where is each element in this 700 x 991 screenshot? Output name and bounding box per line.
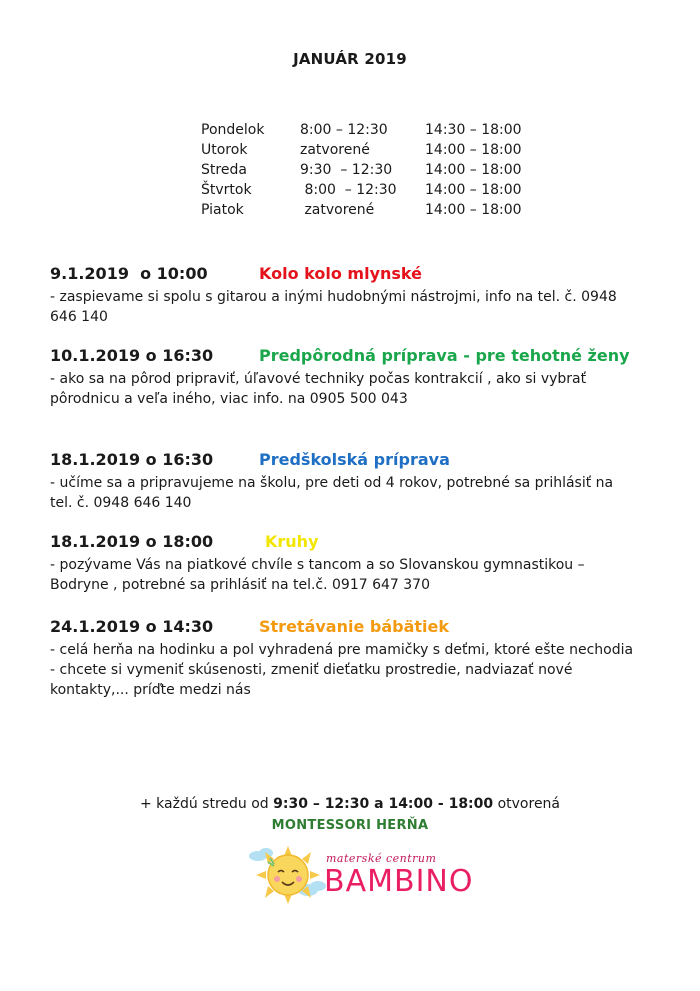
hours-day: Utorok <box>201 142 248 158</box>
footer-open-hours <box>0 796 700 812</box>
hours-morning: 9:30 – 12:30 <box>300 162 393 178</box>
event-kolo-kolo <box>50 264 650 327</box>
opening-hours <box>201 120 541 220</box>
event-name: Predpôrodná príprava - pre tehotné ženy <box>259 346 630 365</box>
event-description-line: - celá herňa na hodinku a pol vyhradená pre mamičky s deťmi, ktoré ešte nechodia <box>50 642 634 658</box>
event-stretavanie <box>50 617 650 700</box>
hours-day: Streda <box>201 162 247 178</box>
event-date: 9.1.2019 o 10:00 <box>50 264 208 283</box>
event-description <box>50 555 640 595</box>
event-description <box>50 287 640 327</box>
event-date: 18.1.2019 o 18:00 <box>50 532 214 551</box>
hours-day: Pondelok <box>201 122 265 138</box>
event-description <box>50 640 640 700</box>
hours-morning: zatvorené <box>300 202 375 218</box>
event-kruhy <box>50 532 650 595</box>
hours-row <box>201 120 541 140</box>
hours-row <box>201 180 541 200</box>
hours-row <box>201 200 541 220</box>
hours-row <box>201 140 541 160</box>
hours-row <box>201 160 541 180</box>
footer-prefix: + každú stredu od <box>139 796 274 812</box>
sun-icon <box>248 842 328 908</box>
event-date: 24.1.2019 o 14:30 <box>50 617 214 636</box>
event-description-line: - ako sa na pôrod pripraviť, úľavové techniky počas kontrakcií , ako si vybrať pôrodnicu a veľa iného, viac info. na 0905 500 043 <box>50 371 587 407</box>
event-name: Predškolská príprava <box>259 450 450 469</box>
event-date: 10.1.2019 o 16:30 <box>50 346 214 365</box>
page-title: JANUÁR 2019 <box>293 50 407 68</box>
hours-morning: 8:00 – 12:30 <box>300 122 388 138</box>
event-name: Kolo kolo mlynské <box>259 264 422 283</box>
montessori-herna-label: MONTESSORI HERŇA <box>271 818 429 833</box>
logo-subtitle: materské centrum <box>326 852 437 865</box>
event-description-line: - pozývame Vás na piatkové chvíle s tancom a so Slovanskou gymnastikou – Bodryne , potrebné sa prihlásiť na tel.č. 0917 647 370 <box>50 557 585 593</box>
hours-afternoon: 14:00 – 18:00 <box>425 182 522 198</box>
footer-suffix: otvorená <box>493 796 561 812</box>
event-description-line: - učíme sa a pripravujeme na školu, pre deti od 4 rokov, potrebné sa prihlásiť na tel. č. 0948 646 140 <box>50 475 614 511</box>
hours-afternoon: 14:00 – 18:00 <box>425 162 522 178</box>
event-description <box>50 473 640 513</box>
event-description <box>50 369 640 409</box>
event-predporodna <box>50 346 650 409</box>
event-description-line: - chcete si vymeniť skúsenosti, zmeniť dieťatku prostredie, nadviazať nové kontakty,... príďte medzi nás <box>50 662 573 698</box>
hours-afternoon: 14:00 – 18:00 <box>425 202 522 218</box>
event-name: Kruhy <box>265 532 319 551</box>
footer-times: 9:30 – 12:30 a 14:00 - 18:00 <box>273 796 494 812</box>
hours-day: Piatok <box>201 202 244 218</box>
event-date: 18.1.2019 o 16:30 <box>50 450 214 469</box>
logo-name: BAMBINO <box>324 864 474 899</box>
event-name: Stretávanie bábätiek <box>259 617 450 636</box>
event-predskolska <box>50 450 650 513</box>
bambino-logo <box>248 840 474 910</box>
hours-afternoon: 14:00 – 18:00 <box>425 142 522 158</box>
hours-day: Štvrtok <box>201 182 252 198</box>
hours-morning: 8:00 – 12:30 <box>300 182 397 198</box>
hours-morning: zatvorené <box>300 142 370 158</box>
hours-afternoon: 14:30 – 18:00 <box>425 122 522 138</box>
event-description-line: - zaspievame si spolu s gitarou a inými hudobnými nástrojmi, info na tel. č. 0948 646 140 <box>50 289 617 325</box>
